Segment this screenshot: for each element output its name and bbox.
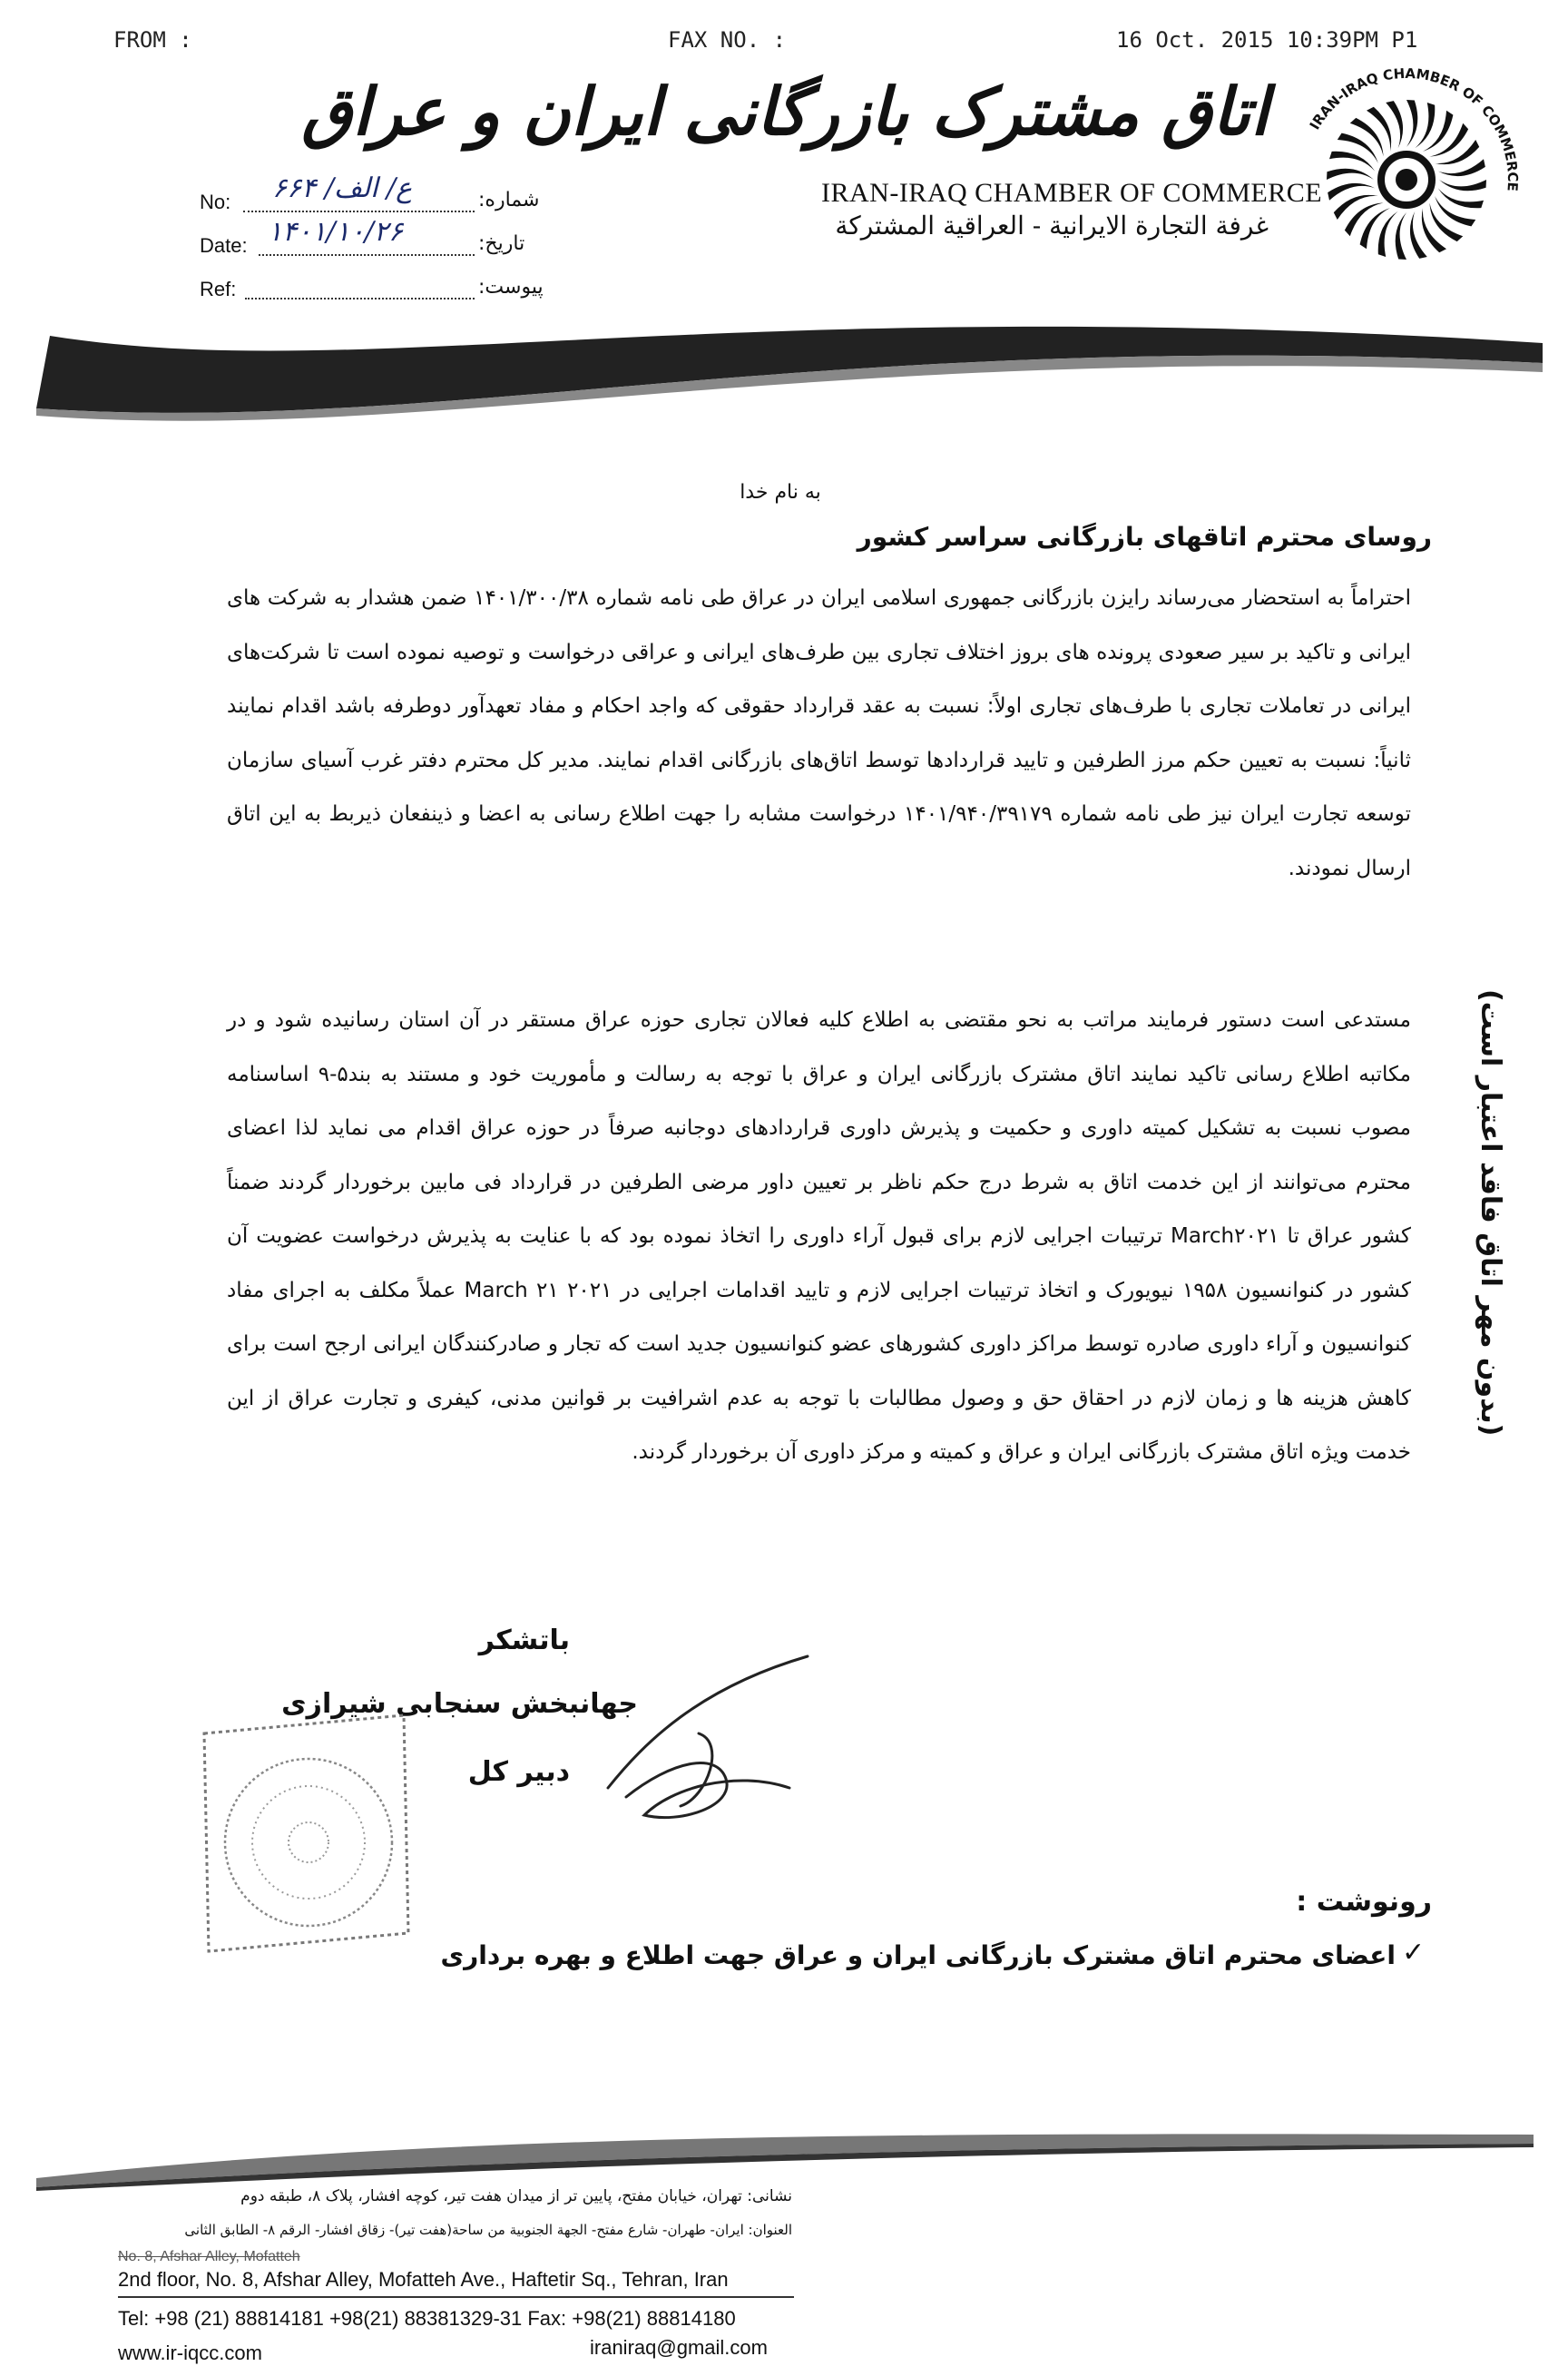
closing: باتشکر: [478, 1625, 570, 1656]
checkmark-icon: ✓: [1402, 1937, 1426, 1969]
number-label: No:: [200, 191, 231, 213]
logo-ray: [1429, 123, 1468, 157]
date-value: ۱۴۰۱/۱۰/۲۶: [268, 216, 404, 248]
address-english: 2nd floor, No. 8, Afshar Alley, Mofatteh Ave., Haftetir Sq., Tehran, Iran: [118, 2268, 729, 2291]
logo-ray: [1438, 188, 1484, 208]
date-label: Date:: [200, 234, 248, 257]
logo-ray: [1406, 100, 1417, 147]
logo-ray: [1415, 103, 1435, 148]
signer-title: دبیر کل: [467, 1756, 570, 1788]
email-link[interactable]: iraniraq@gmail.com: [590, 2336, 768, 2359]
logo-sunburst-icon: [1327, 100, 1486, 260]
logo-ray: [1350, 118, 1384, 157]
header-swoosh: [0, 299, 1568, 436]
phone-fax: Tel: +98 (21) 88814181 +98(21) 88381329-31 Fax: +98(21) 88814180: [118, 2307, 736, 2330]
logo-seal-text: IRAN-IRAQ CHAMBER OF COMMERCE: [1306, 64, 1522, 192]
chamber-title-persian: اتاق مشترک بازرگانی ایران و عراق: [301, 73, 1269, 150]
fax-timestamp: 16 Oct. 2015 10:39PM P1: [1116, 27, 1418, 53]
ref-line: [245, 280, 475, 299]
chamber-logo: [1289, 62, 1524, 298]
footer-divider: [118, 2296, 794, 2298]
number-value: ع/ الف/ ۶۶۴: [272, 172, 413, 204]
date-label-persian: تاریخ:: [478, 232, 525, 255]
address-arabic: العنوان: ایران- طهران- شارع مفتح- الجهة الجنوبیة من ساحة(هفت تیر)- زقاق افشار- الرقم ۸- الطابق الثانی: [184, 2222, 792, 2238]
logo-ray: [1410, 211, 1427, 259]
signer-name: جهانبخش سنجابی شیرازی: [281, 1688, 638, 1720]
logo-ray: [1329, 152, 1375, 172]
number-label-persian: شماره:: [478, 189, 540, 211]
logo-ray: [1327, 169, 1374, 180]
ref-label-persian: پیوست:: [478, 276, 544, 299]
official-stamp: [186, 1697, 422, 1969]
logo-ray: [1439, 180, 1486, 191]
logo-ray: [1386, 101, 1403, 148]
logo-ray: [1378, 211, 1398, 257]
footer-swoosh: [0, 2124, 1568, 2196]
website-link[interactable]: www.ir-iqcc.com: [118, 2342, 262, 2364]
cc-item: اعضای محترم اتاق مشترک بازرگانی ایران و عراق جهت اطلاع و بهره برداری: [440, 1940, 1396, 1970]
fax-from: FROM :: [113, 27, 192, 53]
fax-number-label: FAX NO. :: [668, 27, 787, 53]
validity-side-note: (بدون مهر اتاق فاقد اعتبار است): [1475, 989, 1506, 1437]
chamber-title-english: IRAN-IRAQ CHAMBER OF COMMERCE: [821, 178, 1323, 208]
logo-ray: [1328, 183, 1375, 201]
invocation: به نام خدا: [740, 481, 821, 504]
ref-label: Ref:: [200, 278, 237, 300]
cc-label: رونوشت :: [1296, 1886, 1432, 1918]
logo-ray: [1345, 202, 1384, 236]
addressee: روسای محترم اتاقهای بازرگانی سراسر کشور: [857, 522, 1432, 552]
logo-ray: [1396, 212, 1406, 260]
address-english-overprint: No. 8, Afshar Alley, Mofatteh: [118, 2249, 300, 2264]
address-persian: نشانی: تهران، خیابان مفتح، پایین تر از میدان هفت تیر، کوچه افشار، پلاک ۸، طبقه دوم: [240, 2187, 792, 2205]
handwritten-signature: [590, 1652, 826, 1833]
logo-ray: [1429, 202, 1463, 241]
chamber-title-arabic: غرفة التجارة الایرانیة - العراقیة المشترکة: [835, 211, 1269, 241]
paragraph-1: احتراماً به استحضار می‌رساند رایزن بازرگانی جمهوری اسلامی ایران در عراق طی نامه شماره ۱۴۰۱/۳۰۰/۳۸ ضمن هشدار به شرکت های ایرانی و تاکید بر سیر صعودی پرونده های بروز اختلاف تجاری بین طرف‌های ایرانی و عراقی درخواست و توصیه نموده است تا شرکت‌های ایرانی در تعاملات تجاری با طرف‌های تجاری اولاً: نسبت به عقد قرارداد حقوقی که واجد احکام و مفاد تعهدآور دوطرفه باشد اقدام نمایند ثانیاً: نسبت به تعیین حکم مرز الطرفین و تایید قراردادها توسط اتاق‌های بازرگانی اقدام نمایند. مدیر کل محترم دفتر غرب آسیای سازمان توسعه تجارت ایران نیز طی نامه شماره ۱۴۰۱/۹۴۰/۳۹۱۷۹ درخواست مشابه را جهت اطلاع رسانی به اعضا و ذینفعان ذیربط به این اتاق ارسال نمودند.: [227, 586, 1411, 880]
logo-ray: [1438, 159, 1485, 176]
paragraph-2: مستدعی است دستور فرمایند مراتب به نحو مقتضی به اطلاع کلیه فعالان تجاری حوزه عراق مستقر در آن استان رسانیده شود و در مکاتبه اطلاع رسانی تاکید نمایند اتاق مشترک بازرگانی ایران و عراق با توجه به رسالت و مأموریت خود و مستند به بند۵-۹ اساسنامه مصوب نسبت به تشکیل کمیته داوری و حکمیت و پذیرش داوری قراردادهای دوجانبه صرفاً در حوزه عراق اقدام می نماید لذا اعضای محترم می‌توانند از این خدمت اتاق به شرط درج حکم ناظر بر تعیین داور مرضی الطرفین در قرارداد فی مابین برخوردار گردند ضمناً کشور عراق تا March۲۰۲۱ ترتیبات اجرایی لازم برای قبول آراء داوری را اتخاذ نموده بود که با عنایت به پذیرش درخواست عضویت آن کشور در کنوانسیون ۱۹۵۸ نیویورک و اتخاذ ترتیبات اجرایی لازم و تایید اقدامات اجرایی در ۲۰۲۱ March ۲۱ عملاً مکلف به اجرای مفاد کنوانسیون و آراء داوری صادره توسط مراکز داوری کشورهای عضو کنوانسیون جدید است که تجار و صادرکنندگان ایرانی ارجح است برای کاهش هزینه ها و زمان لازم در احقاق حق و وصول مطالبات با توجه به عدم اشرافیت بر قوانین مدنی، کیفری و تجارت عراق از این خدمت ویژه اتاق مشترک بازرگانی ایران و عراق و کمیته و مرکز داوری آن برخوردار گردند.: [227, 1008, 1412, 1464]
